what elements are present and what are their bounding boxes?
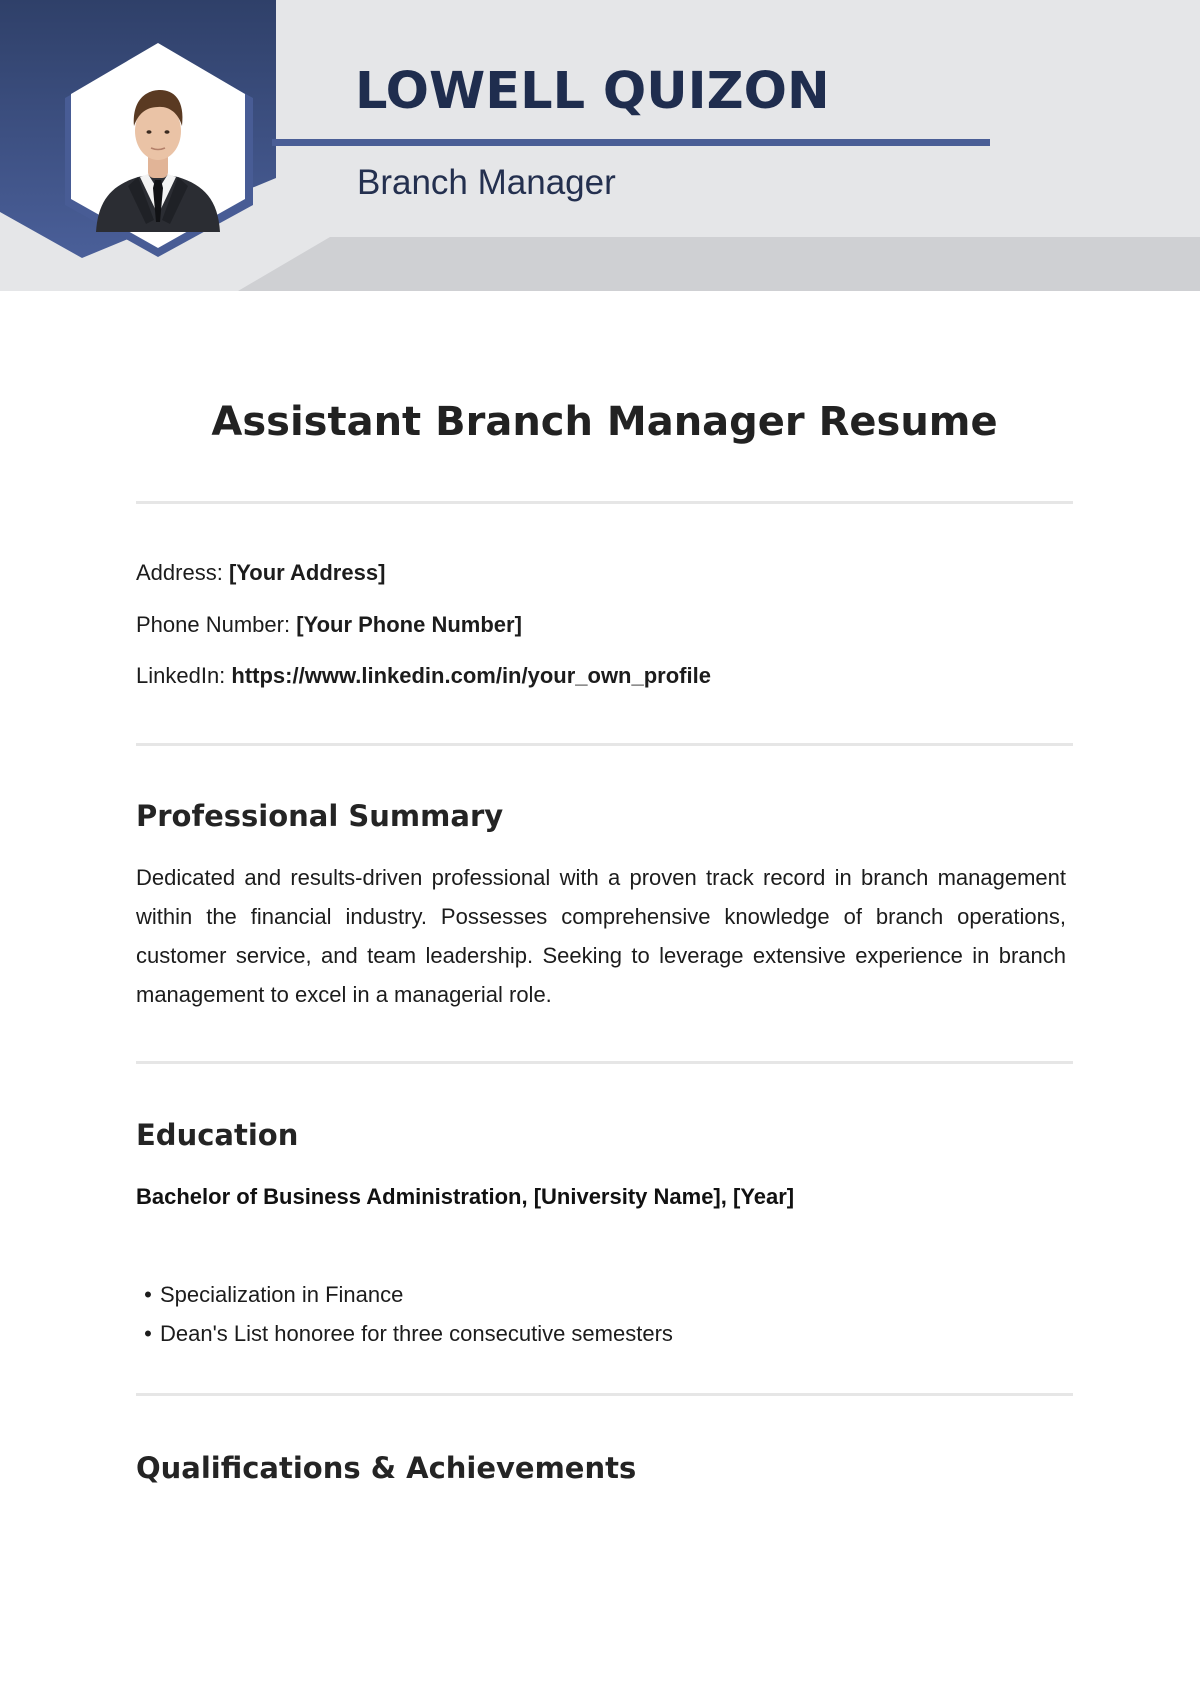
- list-item: [136, 1275, 673, 1314]
- contact-phone: [136, 614, 522, 636]
- candidate-job-title: Branch Manager: [357, 163, 616, 202]
- profile-photo-icon: [68, 40, 248, 260]
- professional-summary-text: Dedicated and results-driven professional with a proven track record in branch management within the financial industry. Possesses comprehensive knowledge of branch operations, customer service, and team leadership. Seeking to leverage extensive experience in branch management to excel in a managerial role.: [136, 865, 1066, 1007]
- resume-header: [0, 0, 1200, 291]
- linkedin-link[interactable]: https://www.linkedin.com/in/your_own_profile: [231, 663, 711, 688]
- bullet-icon: •: [144, 1282, 152, 1307]
- phone-label: Phone Number:: [136, 612, 297, 637]
- phone-value: [Your Phone Number]: [296, 612, 522, 637]
- divider: [136, 1393, 1073, 1396]
- education-heading: Education: [136, 1118, 299, 1152]
- address-label: Address:: [136, 560, 229, 585]
- linkedin-label: LinkedIn:: [136, 663, 232, 688]
- address-value: [Your Address]: [228, 560, 386, 585]
- divider: [136, 501, 1073, 504]
- bullet-icon: •: [144, 1321, 152, 1346]
- list-item: [136, 1314, 673, 1353]
- divider: [136, 1061, 1073, 1064]
- degree-line: Bachelor of Business Administration, [University Name], [Year]: [136, 1184, 795, 1209]
- list-item-text: Specialization in Finance: [160, 1282, 404, 1307]
- education-details-list: [136, 1275, 673, 1353]
- list-item-text: Dean's List honoree for three consecutive semesters: [160, 1321, 673, 1346]
- contact-linkedin: [136, 665, 711, 687]
- qualifications-heading: Qualifications & Achievements: [136, 1451, 637, 1485]
- name-underline: [272, 139, 990, 146]
- professional-summary-heading: Professional Summary: [136, 799, 504, 833]
- divider: [136, 743, 1073, 746]
- document-title: Assistant Branch Manager Resume: [211, 399, 998, 445]
- contact-address: [136, 562, 385, 584]
- candidate-name: LOWELL QUIZON: [355, 62, 830, 121]
